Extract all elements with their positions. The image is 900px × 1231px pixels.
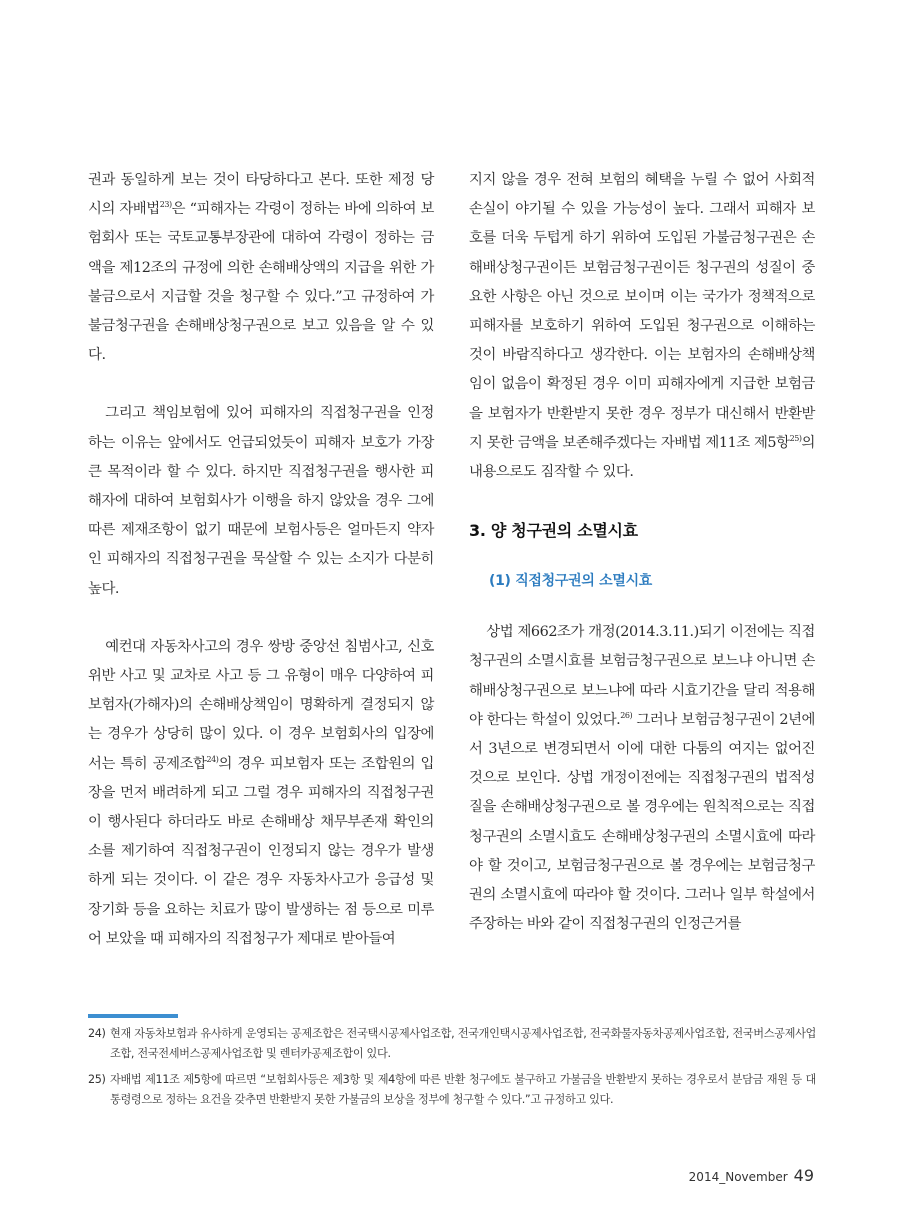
footnote-text: 자배법 제11조 제5항에 따르면 “보험회사등은 제3항 및 제4항에 따른 반환 청구에도 불구하고 가불금을 반환받지 못하는 경우로서 분담금 재원 등 대통령령으로 정하는 요건을 갖추면 반환받지 못한 가불금의 보상을 정부에 청구할 수 있다.”고 규정하고 있다. [110,1073,816,1106]
footnote-item [88,1070,816,1110]
spacer [88,604,434,633]
footnote-number: 25) [88,1073,106,1086]
footnote-ref[interactable]: 26) [620,711,633,721]
paragraph-text: 은 “피해자는 각령이 정하는 바에 의하여 보험회사 또는 국토교통부장관에 대하여 각령이 정하는 금액을 제12조의 규정에 의한 손해배상액의 지급을 위한 가불금으로서 지급할 것을 청구할 수 있다.”고 규정하여 가불금청구권을 손해배상청구권으로 보고 있음을 알 수 있다. [88,201,434,364]
paragraph-text: 예컨대 자동차사고의 경우 쌍방 중앙선 침범사고, 신호위반 사고 및 교차로 사고 등 그 유형이 매우 다양하여 피보험자(가해자)의 손해배상책임이 명확하게 결정되지 않는 경우가 상당히 많이 있다. 이 경우 보험회사의 입장에서는 특히 공제조합 [88,638,434,772]
footnote-ref[interactable]: 25) [789,434,802,444]
paragraph-text: 권과 동일하게 보는 것이 타당하다고 본다. 또한 제정 당시의 자배법 [88,172,434,218]
footnotes [88,1024,816,1116]
footnote-number: 24) [88,1027,106,1040]
paragraph [469,618,815,939]
spacer [469,596,815,618]
paragraph [469,166,815,487]
section-title: 3. 양 청구권의 소멸시효 [469,521,638,541]
footnote-text: 현재 자동차보험과 유사하게 운영되는 공제조합은 전국택시공제사업조합, 전국개인택시공제사업조합, 전국화물자동차공제사업조합, 전국버스공제사업조합, 전국전세버스공제사업조합 및 렌터카공제조합이 있다. [110,1027,816,1060]
paragraph [88,166,434,370]
paragraph-text: 그러나 보험금청구권이 2년에서 3년으로 변경되면서 이에 대한 다툼의 여지는 없어진 것으로 보인다. 상법 개정이전에는 직접청구권의 법적성질을 손해배상청구권으로 볼 경우에는 원칙적으로는 직접청구권의 소멸시효도 손해배상청구권의 소멸시효에 따라야 할 것이고, 보험금청구권으로 볼 경우에는 보험금청구권의 소멸시효에 따라야 할 것이다. 그러나 일부 학설에서 주장하는 바와 같이 직접청구권의 인정근거를 [469,711,815,933]
page-footer [689,1166,814,1185]
paragraph-text: 상법 제662조가 개정(2014.3.11.)되기 이전에는 직접청구권의 소멸시효를 보험금청구권으로 보느냐 아니면 손해배상청구권으로 보느냐에 따라 시효기간을 달리 적용해야 한다는 학설이 있었다. [469,624,815,728]
spacer [469,487,815,516]
left-column [88,166,434,954]
footnote-ref[interactable]: 24) [206,754,219,764]
spacer [88,370,434,399]
paragraph-text: 의 내용으로도 짐작할 수 있다. [469,434,815,481]
footnote-ref[interactable]: 23) [159,200,172,210]
paragraph-text: 지지 않을 경우 전혀 보험의 혜택을 누릴 수 없어 사회적 손실이 야기될 수 있을 가능성이 높다. 그래서 피해자 보호를 더욱 두텁게 하기 위하여 도입된 가불금청구권은 손해배상청구권이든 보험금청구권이든 청구권의 성질이 중요한 사항은 아닌 것으로 보이며 이는 국가가 정책적으로 피해자를 보호하기 위하여 도입된 청구권으로 이해하는 것이 바람직하다고 생각한다. 이는 보험자의 손해배상책임이 없음이 확정된 경우 이미 피해자에게 지급한 보험금을 보험자가 반환받지 못한 경우 정부가 대신해서 반환받지 못한 금액을 보존해주겠다는 자배법 제11조 제5항 [469,172,815,451]
spacer [469,545,815,567]
footnote-item [88,1024,816,1064]
paragraph [88,633,434,954]
right-column [469,166,815,939]
footnote-divider [88,1014,178,1018]
paragraph-text: 의 경우 피보험자 또는 조합원의 입장을 먼저 배려하게 되고 그럴 경우 피해자의 직접청구권이 행사된다 하더라도 바로 손해배상 채무부존재 확인의 소를 제기하여 직접청구권이 인정되지 않는 경우가 발생하게 되는 것이다. 이 같은 경우 자동차사고가 응급성 및 장기화 등을 요하는 치료가 많이 발생하는 점 등으로 미루어 보았을 때 피해자의 직접청구가 제대로 받아들여 [88,755,434,947]
page-number: 49 [793,1166,814,1185]
subsection-title: (1) 직접청구권의 소멸시효 [489,573,653,590]
paragraph: 그리고 책임보험에 있어 피해자의 직접청구권을 인정하는 이유는 앞에서도 언급되었듯이 피해자 보호가 가장 큰 목적이라 할 수 있다. 하지만 직접청구권을 행사한 피해자에 대하여 보험회사가 이행을 하지 않았을 경우 그에 따른 제재조항이 없기 때문에 보험사등은 얼마든지 약자인 피해자의 직접청구권을 묵살할 수 있는 소지가 다분히 높다. [88,405,434,597]
issue-label: 2014_November [688,1170,788,1184]
